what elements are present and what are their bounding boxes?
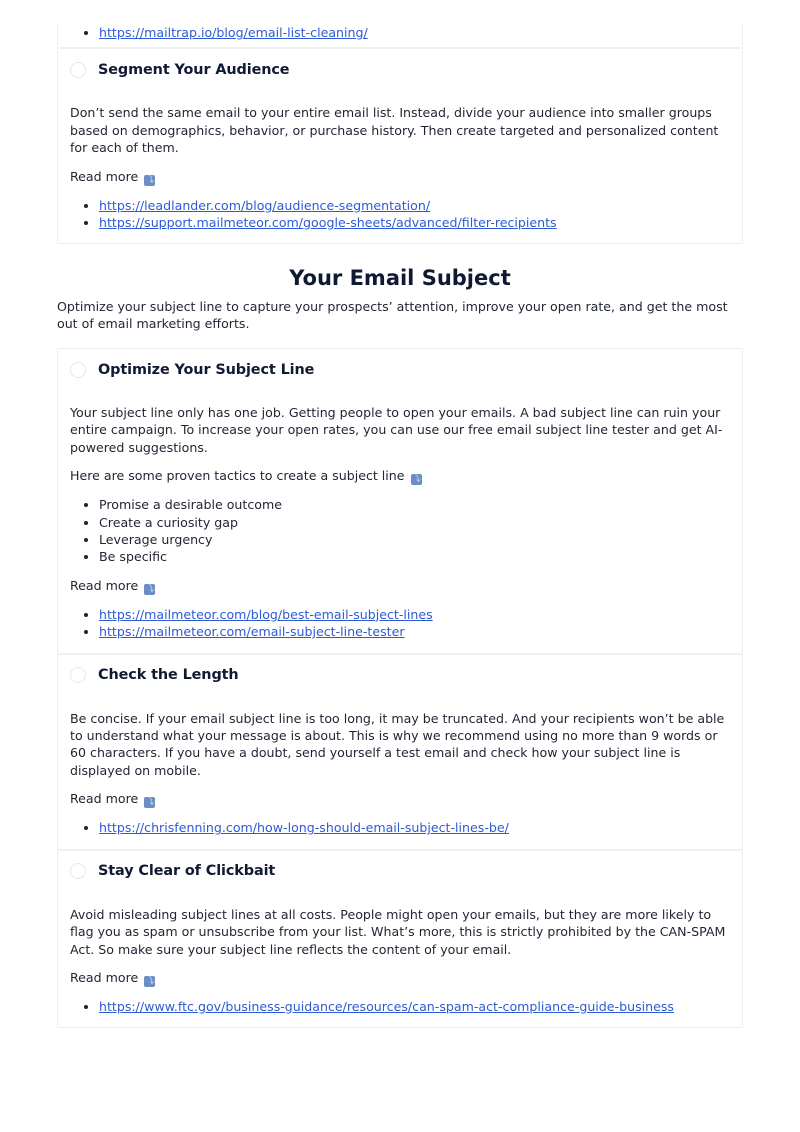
card-header <box>70 851 730 892</box>
link[interactable]: https://chrisfenning.com/how-long-should-email-subject-lines-be/ <box>99 820 509 836</box>
circle-checkbox-icon[interactable] <box>70 667 86 683</box>
list-item <box>99 623 730 640</box>
card-header <box>70 49 730 90</box>
previous-card-tail <box>57 24 743 48</box>
read-more-text: Read more <box>70 969 139 985</box>
link[interactable]: https://www.ftc.gov/business-guidance/resources/can-spam-act-compliance-guide-business <box>99 998 674 1014</box>
read-more-text: Read more <box>70 791 139 807</box>
list-item <box>99 214 730 231</box>
subject-cards <box>57 348 743 1028</box>
card-body: Be concise. If your email subject line is too long, it may be truncated. And your recipients won’t be able to understand what your message is about. This is why we recommend using no more than 9 words or 60 characters. If you have a doubt, send yourself a test email and check how your subject line is displayed on mobile. <box>70 710 725 778</box>
card-body: Avoid misleading subject lines at all costs. People might open your emails, but they are more likely to flag you as spam or unsubscribe from your list. What’s more, this is strictly prohibited by the CAN-SPAM Act. So make sure your subject line reflects the content of your email. <box>70 906 726 957</box>
card-title: Check the Length <box>98 667 239 684</box>
circle-checkbox-icon[interactable] <box>70 362 86 378</box>
down-arrow-icon: ⤵ <box>145 583 155 594</box>
read-more-text: Read more <box>70 577 139 593</box>
top-section <box>57 24 743 244</box>
read-more-label <box>70 577 730 595</box>
list-item: • Be specific <box>99 548 730 565</box>
section-intro: Optimize your subject line to capture your prospects’ attention, improve your open rate, and get the most out of email marketing efforts. <box>57 299 728 332</box>
read-more-label <box>70 790 730 808</box>
list-item <box>99 197 730 214</box>
email-subject-section <box>57 266 743 333</box>
list-item <box>99 606 730 623</box>
down-arrow-icon: ⤵ <box>145 174 155 185</box>
card-title: Stay Clear of Clickbait <box>98 863 276 880</box>
list-item <box>99 819 730 836</box>
circle-checkbox-icon[interactable] <box>70 863 86 879</box>
link-list <box>70 819 730 836</box>
list-item <box>99 24 730 41</box>
circle-checkbox-icon[interactable] <box>70 62 86 78</box>
down-arrow-icon: ⤵ <box>145 797 155 808</box>
list-item: • Leverage urgency <box>99 531 730 548</box>
card-header <box>70 655 730 696</box>
clickbait-card <box>57 850 743 1029</box>
card-body: Your subject line only has one job. Getting people to open your emails. A bad subject line can ruin your entire campaign. To increase your open rates, you can use our free email subject line tester and get AI-powered suggestions. <box>70 405 723 455</box>
link[interactable]: https://support.mailmeteor.com/google-sheets/advanced/filter-recipients <box>99 215 557 231</box>
list-item: • Create a curiosity gap <box>99 514 730 531</box>
link[interactable]: https://mailmeteor.com/blog/best-email-subject-lines <box>99 606 433 622</box>
optimize-subject-card <box>57 349 743 654</box>
card-title: Segment Your Audience <box>98 61 290 78</box>
down-arrow-icon: ⤵ <box>145 975 155 986</box>
check-length-card <box>57 654 743 850</box>
segment-audience-card <box>57 48 743 244</box>
card-title: Optimize Your Subject Line <box>98 361 315 378</box>
card-body: Don’t send the same email to your entire email list. Instead, divide your audience into smaller groups based on demographics, behavior, or purchase history. Then create targeted and personalized content for each of them. <box>70 105 719 156</box>
link[interactable]: https://mailtrap.io/blog/email-list-cleaning/ <box>99 25 368 40</box>
tactics-intro-text: Here are some proven tactics to create a subject line <box>70 468 405 484</box>
list-item <box>99 998 730 1015</box>
read-more-label <box>70 168 730 186</box>
link-list <box>70 197 730 232</box>
read-more-label <box>70 969 730 987</box>
link[interactable]: https://leadlander.com/blog/audience-segmentation/ <box>99 197 431 213</box>
link-list <box>70 606 730 641</box>
down-arrow-icon: ⤵ <box>411 474 421 485</box>
link-list <box>70 24 730 41</box>
read-more-text: Read more <box>70 168 139 184</box>
tactics-list <box>70 496 730 566</box>
link-list <box>70 998 730 1015</box>
section-title: Your Email Subject <box>289 266 511 290</box>
list-item: • Promise a desirable outcome <box>99 496 730 513</box>
card-header <box>70 349 730 390</box>
link[interactable]: https://mailmeteor.com/email-subject-line-tester <box>99 624 405 640</box>
tactics-intro <box>70 467 730 485</box>
